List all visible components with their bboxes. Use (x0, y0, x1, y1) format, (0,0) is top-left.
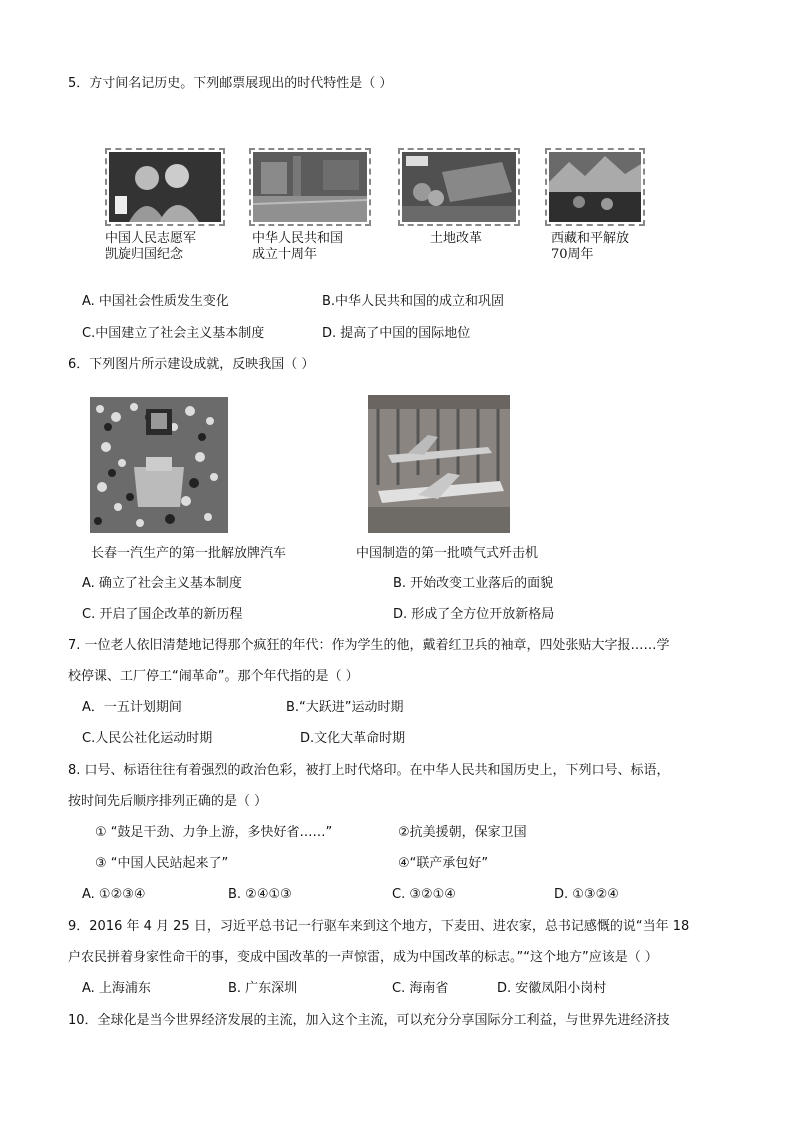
q9-stem-line-2: 户农民拼着身家性命干的事，变成中国改革的一声惊雷，成为中国改革的标志。”“这个地方”应该是（ ） (68, 950, 658, 965)
q5-option-c[interactable]: C.中国建立了社会主义基本制度 (82, 326, 265, 341)
q8-item-3: ③ “中国人民站起来了” (95, 856, 229, 871)
q8-option-b[interactable]: B. ②④①③ (228, 887, 292, 902)
stamp-prc-ten-years (249, 148, 371, 226)
q8-item-1: ① “鼓足干劲、力争上游，多快好省……” (95, 825, 333, 840)
q8-option-a[interactable]: A. ①②③④ (82, 887, 146, 902)
photo-jiefang-trucks (90, 397, 228, 533)
q9-option-a[interactable]: A. 上海浦东 (82, 981, 151, 996)
q5-option-b[interactable]: B.中华人民共和国的成立和巩固 (322, 294, 505, 309)
stamp-tibet-liberation (545, 148, 645, 226)
q5-option-d[interactable]: D. 提高了中国的国际地位 (322, 326, 471, 341)
q7-option-c[interactable]: C.人民公社化运动时期 (82, 731, 213, 746)
photo-jet-fighters (368, 395, 510, 533)
q8-stem-line-1: 8. 口号、标语往往有着强烈的政治色彩，被打上时代烙印。在中华人民共和国历史上，下列口号、标语， (68, 763, 670, 778)
q10-stem-line-1: 10．全球化是当今世界经济发展的主流，加入这个主流，可以充分分享国际分工利益，与世界先进经济技 (68, 1013, 670, 1028)
stamp-caption-2a: 中华人民共和国 (252, 231, 344, 246)
q7-option-a[interactable]: A．一五计划期间 (82, 700, 182, 715)
q7-option-d[interactable]: D.文化大革命时期 (300, 731, 406, 746)
stamp-caption-1a: 中国人民志愿军 (105, 231, 197, 246)
q5-stem: 5．方寸间名记历史。下列邮票展现出的时代特性是（ ） (68, 76, 393, 91)
q7-stem-line-1: 7. 一位老人依旧清楚地记得那个疯狂的年代：作为学生的他，戴着红卫兵的袖章，四处张贴大字报……学 (68, 638, 670, 653)
stamp-caption-2b: 成立十周年 (252, 247, 318, 262)
q6-option-b[interactable]: B. 开始改变工业落后的面貌 (393, 576, 554, 591)
stamp-caption-4b: 70周年 (551, 247, 594, 262)
stamp-caption-4a: 西藏和平解放 (551, 231, 630, 246)
photo-caption-2: 中国制造的第一批喷气式歼击机 (356, 546, 539, 561)
q9-option-b[interactable]: B. 广东深圳 (228, 981, 298, 996)
q5-option-a[interactable]: A. 中国社会性质发生变化 (82, 294, 229, 309)
stamp-volunteer-army (105, 148, 225, 226)
q6-option-a[interactable]: A. 确立了社会主义基本制度 (82, 576, 242, 591)
q9-option-d[interactable]: D. 安徽凤阳小岗村 (497, 981, 607, 996)
stamp-caption-3a: 土地改革 (430, 231, 483, 246)
q9-option-c[interactable]: C. 海南省 (392, 981, 449, 996)
q6-option-c[interactable]: C. 开启了国企改革的新历程 (82, 607, 243, 622)
q6-stem: 6．下列图片所示建设成就，反映我国（ ） (68, 357, 315, 372)
q7-stem-line-2: 校停课、工厂停工“闹革命”。那个年代指的是（ ） (68, 669, 359, 684)
q8-stem-line-2: 按时间先后顺序排列正确的是（ ） (68, 794, 268, 809)
q6-option-d[interactable]: D. 形成了全方位开放新格局 (393, 607, 555, 622)
q7-option-b[interactable]: B.“大跃进”运动时期 (286, 700, 404, 715)
q8-item-2: ②抗美援朝，保家卫国 (398, 825, 527, 840)
q8-item-4: ④“联产承包好” (398, 856, 489, 871)
q9-stem-line-1: 9．2016 年 4 月 25 日，习近平总书记一行驱车来到这个地方，下麦田、进农家，总书记感慨的说“当年 18 (68, 919, 690, 934)
q8-option-c[interactable]: C. ③②①④ (392, 887, 456, 902)
q8-option-d[interactable]: D. ①③②④ (554, 887, 619, 902)
stamp-land-reform (398, 148, 520, 226)
stamp-caption-1b: 凯旋归国纪念 (105, 247, 184, 262)
photo-caption-1: 长春一汽生产的第一批解放牌汽车 (91, 546, 287, 561)
